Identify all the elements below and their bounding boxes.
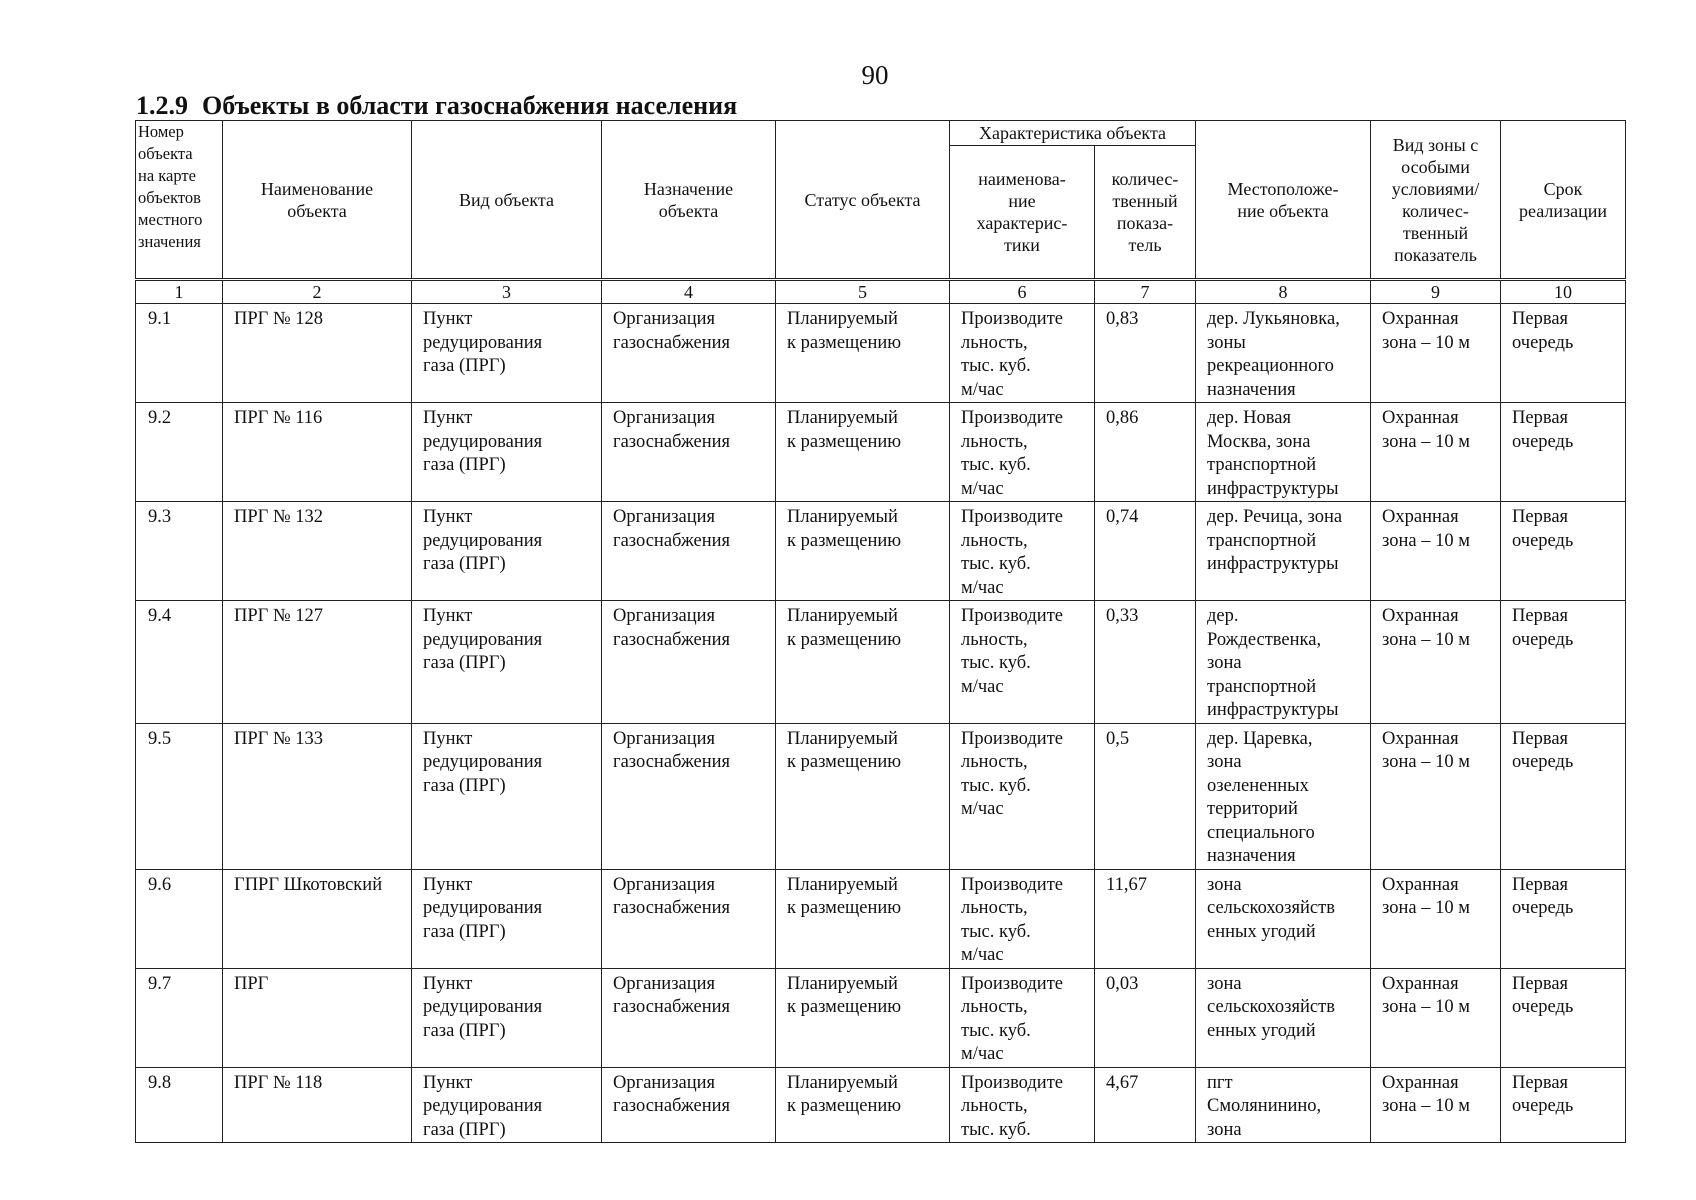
object-purpose: Организация газоснабжения [602, 968, 776, 1067]
object-location: пгт Смолянинино, зона [1196, 1067, 1371, 1143]
object-type: Пункт редуцирования газа (ПРГ) [412, 601, 602, 724]
table-header [136, 121, 1626, 304]
object-location: дер. Царевка, зона озелененных территорий специального назначения [1196, 723, 1371, 869]
column-number: 10 [1501, 280, 1626, 304]
table-row [136, 304, 1626, 403]
object-status: Планируемый к размещению [776, 304, 950, 403]
object-purpose: Организация газоснабжения [602, 869, 776, 968]
object-purpose: Организация газоснабжения [602, 304, 776, 403]
column-number: 9 [1371, 280, 1501, 304]
section-title-text: Объекты в области газоснабжения населения [202, 91, 738, 120]
object-location: дер. Лукьяновка, зоны рекреационного назначения [1196, 304, 1371, 403]
header-location: Местоположе- ние объекта [1196, 121, 1371, 280]
object-name: ПРГ № 128 [223, 304, 412, 403]
section-title [136, 91, 737, 121]
header-object-number: Номер объекта на карте объектов местного значения [136, 121, 223, 280]
zone-type: Охранная зона – 10 м [1371, 869, 1501, 968]
characteristic-name: Производите льность, тыс. куб. м/час [950, 869, 1095, 968]
characteristic-value: 4,67 [1095, 1067, 1196, 1143]
implementation-term: Первая очередь [1501, 723, 1626, 869]
object-status: Планируемый к размещению [776, 968, 950, 1067]
object-purpose: Организация газоснабжения [602, 1067, 776, 1143]
column-number: 4 [602, 280, 776, 304]
implementation-term: Первая очередь [1501, 869, 1626, 968]
object-location: зона сельскохозяйств енных угодий [1196, 968, 1371, 1067]
object-location: зона сельскохозяйств енных угодий [1196, 869, 1371, 968]
object-id: 9.4 [136, 601, 223, 724]
object-id: 9.2 [136, 403, 223, 502]
object-name: ПРГ № 133 [223, 723, 412, 869]
object-location: дер. Речица, зона транспортной инфраструктуры [1196, 502, 1371, 601]
object-type: Пункт редуцирования газа (ПРГ) [412, 502, 602, 601]
object-id: 9.7 [136, 968, 223, 1067]
table-row [136, 869, 1626, 968]
table-row [136, 403, 1626, 502]
object-purpose: Организация газоснабжения [602, 601, 776, 724]
zone-type: Охранная зона – 10 м [1371, 403, 1501, 502]
section-number: 1.2.9 [136, 91, 188, 120]
header-characteristic-value: количес- твенный показа- тель [1095, 146, 1196, 280]
object-status: Планируемый к размещению [776, 502, 950, 601]
characteristic-name: Производите льность, тыс. куб. м/час [950, 304, 1095, 403]
object-name: ГПРГ Шкотовский [223, 869, 412, 968]
object-purpose: Организация газоснабжения [602, 403, 776, 502]
implementation-term: Первая очередь [1501, 502, 1626, 601]
gas-supply-objects-table [135, 120, 1626, 1143]
header-object-purpose: Назначение объекта [602, 121, 776, 280]
object-location: дер. Рождественка, зона транспортной инфраструктуры [1196, 601, 1371, 724]
object-type: Пункт редуцирования газа (ПРГ) [412, 1067, 602, 1143]
object-name: ПРГ [223, 968, 412, 1067]
object-status: Планируемый к размещению [776, 601, 950, 724]
object-type: Пункт редуцирования газа (ПРГ) [412, 968, 602, 1067]
object-id: 9.3 [136, 502, 223, 601]
characteristic-value: 0,03 [1095, 968, 1196, 1067]
column-number: 2 [223, 280, 412, 304]
object-id: 9.6 [136, 869, 223, 968]
zone-type: Охранная зона – 10 м [1371, 601, 1501, 724]
implementation-term: Первая очередь [1501, 601, 1626, 724]
object-id: 9.8 [136, 1067, 223, 1143]
object-status: Планируемый к размещению [776, 403, 950, 502]
characteristic-name: Производите льность, тыс. куб. м/час [950, 723, 1095, 869]
characteristic-value: 11,67 [1095, 869, 1196, 968]
table-body [136, 304, 1626, 1143]
column-number: 3 [412, 280, 602, 304]
header-object-name: Наименование объекта [223, 121, 412, 280]
object-status: Планируемый к размещению [776, 869, 950, 968]
implementation-term: Первая очередь [1501, 304, 1626, 403]
implementation-term: Первая очередь [1501, 968, 1626, 1067]
characteristic-value: 0,86 [1095, 403, 1196, 502]
object-name: ПРГ № 127 [223, 601, 412, 724]
object-name: ПРГ № 132 [223, 502, 412, 601]
characteristic-value: 0,5 [1095, 723, 1196, 869]
object-type: Пункт редуцирования газа (ПРГ) [412, 403, 602, 502]
characteristic-name: Производите льность, тыс. куб. [950, 1067, 1095, 1143]
characteristic-name: Производите льность, тыс. куб. м/час [950, 601, 1095, 724]
object-type: Пункт редуцирования газа (ПРГ) [412, 304, 602, 403]
table-row [136, 968, 1626, 1067]
table-row [136, 723, 1626, 869]
object-location: дер. Новая Москва, зона транспортной инфраструктуры [1196, 403, 1371, 502]
object-status: Планируемый к размещению [776, 1067, 950, 1143]
object-type: Пункт редуцирования газа (ПРГ) [412, 723, 602, 869]
column-number: 1 [136, 280, 223, 304]
object-id: 9.5 [136, 723, 223, 869]
characteristic-name: Производите льность, тыс. куб. м/час [950, 968, 1095, 1067]
header-characteristic-name: наименова- ние характерис- тики [950, 146, 1095, 280]
implementation-term: Первая очередь [1501, 1067, 1626, 1143]
implementation-term: Первая очередь [1501, 403, 1626, 502]
characteristic-value: 0,33 [1095, 601, 1196, 724]
object-id: 9.1 [136, 304, 223, 403]
header-term: Срок реализации [1501, 121, 1626, 280]
object-name: ПРГ № 116 [223, 403, 412, 502]
characteristic-value: 0,74 [1095, 502, 1196, 601]
column-number: 5 [776, 280, 950, 304]
table-row [136, 1067, 1626, 1143]
zone-type: Охранная зона – 10 м [1371, 968, 1501, 1067]
header-object-type: Вид объекта [412, 121, 602, 280]
table-row [136, 502, 1626, 601]
zone-type: Охранная зона – 10 м [1371, 304, 1501, 403]
characteristic-name: Производите льность, тыс. куб. м/час [950, 403, 1095, 502]
object-status: Планируемый к размещению [776, 723, 950, 869]
header-characteristic-group: Характеристика объекта [950, 121, 1196, 146]
characteristic-name: Производите льность, тыс. куб. м/час [950, 502, 1095, 601]
column-numbering-row [136, 280, 1626, 304]
zone-type: Охранная зона – 10 м [1371, 1067, 1501, 1143]
column-number: 8 [1196, 280, 1371, 304]
page-number: 90 [861, 60, 889, 90]
column-number: 7 [1095, 280, 1196, 304]
header-zone: Вид зоны с особыми условиями/ количес- твенный показатель [1371, 121, 1501, 280]
zone-type: Охранная зона – 10 м [1371, 723, 1501, 869]
object-purpose: Организация газоснабжения [602, 502, 776, 601]
object-purpose: Организация газоснабжения [602, 723, 776, 869]
table-row [136, 601, 1626, 724]
zone-type: Охранная зона – 10 м [1371, 502, 1501, 601]
header-object-status: Статус объекта [776, 121, 950, 280]
characteristic-value: 0,83 [1095, 304, 1196, 403]
object-type: Пункт редуцирования газа (ПРГ) [412, 869, 602, 968]
column-number: 6 [950, 280, 1095, 304]
object-name: ПРГ № 118 [223, 1067, 412, 1143]
